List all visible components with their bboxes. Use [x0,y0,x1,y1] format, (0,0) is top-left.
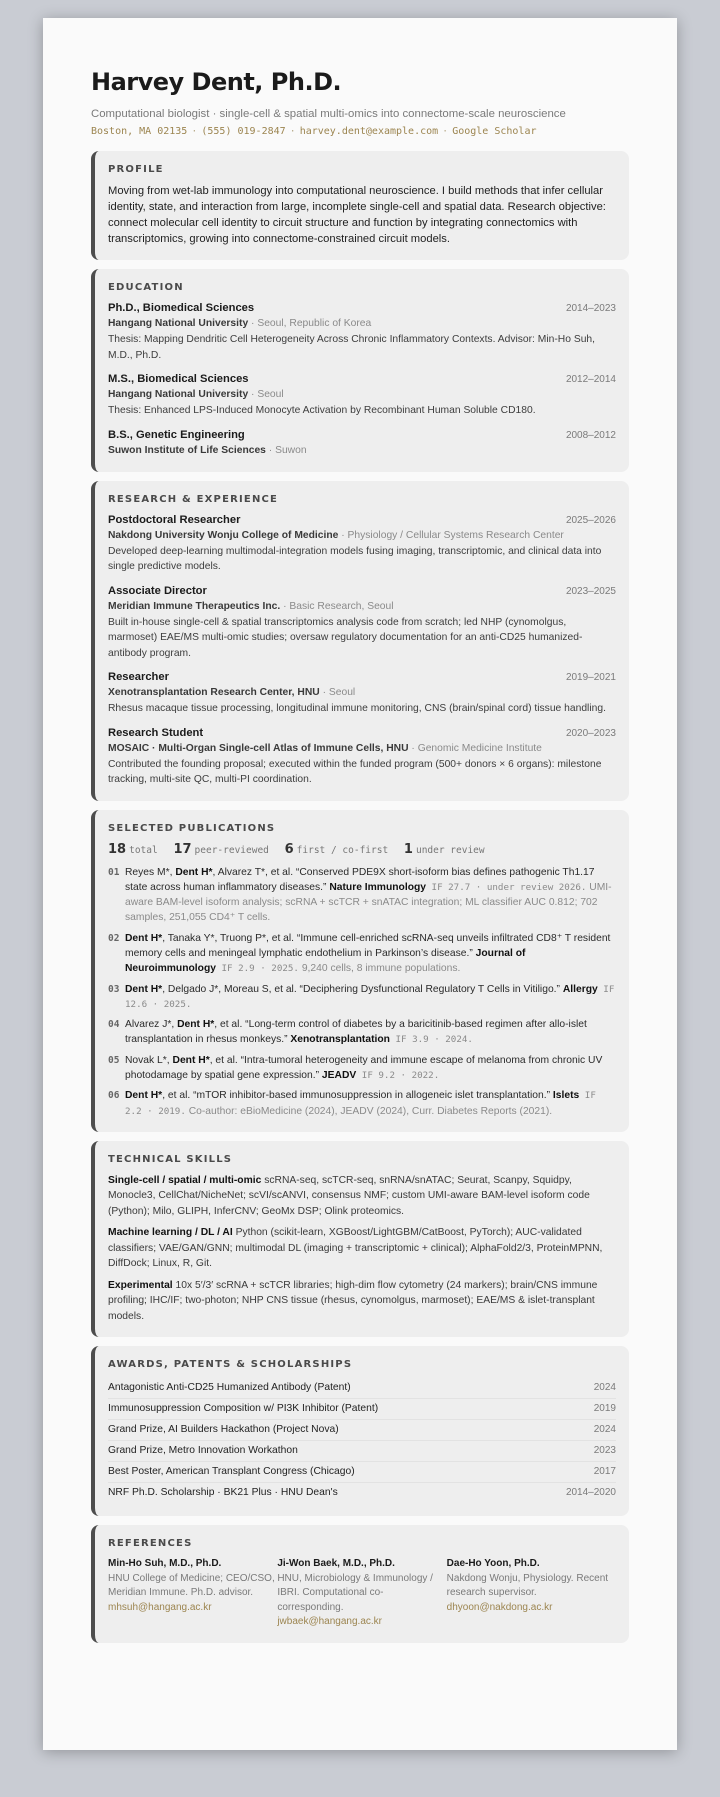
publication-item: 05 Novak L*, Dent H*, et al. “Intra-tumoral heterogeneity and immune escape of melanoma from chronic UV photodamage by spatial gene expression.” JEADV IF 9.2 · 2022. [108,1054,603,1082]
publication-item: 06 Dent H*, et al. “mTOR inhibitor-based immunosuppression in allogeneic islet transplantation.” Islets IF 2.2 · 2019. Co-author: eBioMedicine (2024), JEADV (2024), Curr. Diabetes Reports (2021). [108,1090,596,1117]
reference-email-link[interactable]: jwbaek@hangang.ac.kr [277,1616,382,1628]
education-section [91,269,629,472]
resume-tagline: Computational biologist · single-cell & spatial multi-omics into connectome-scale neuroscience [91,108,566,120]
experience-section [91,481,629,801]
entry-dates: 2012–2014 [565,374,616,385]
entry-org: Xenotransplantation Research Center, HNU · Seoul [108,687,356,698]
contact-line: Boston, MA 02135 · (555) 019-2847 · harvey.dent@example.com · Google Scholar [91,126,537,137]
entry-org: MOSAIC · Multi-Organ Single-cell Atlas of Immune Cells, HNU · Genomic Medicine Institute [108,742,542,754]
entry-org: Suwon Institute of Life Sciences · Suwon [108,444,307,456]
publication-item: 03 Dent H*, Delgado J*, Moreau S, et al. “Deciphering Dysfunctional Regulatory T Cells in Vitiligo.” Allergy IF 12.6 · 2025. [108,983,615,1010]
experience-entry [108,670,616,717]
entry-dates: 2020–2023 [565,727,616,739]
publications-section [91,810,629,1132]
entry-description: Thesis: Enhanced LPS-Induced Monocyte Activation by Recombinant Human Soluble CD180. [108,405,536,416]
skill-group: Experimental 10x 5′/3′ scRNA + scTCR libraries; high-dim flow cytometry (24 markers); brain/CNS immune profiling; IHC/IF; two-photon; NHP CNS tissue (rhesus, cynomolgus, marmoset); EAE/MS & islet-transplant models. [108,1279,598,1322]
publication-item: 01 Reyes M*, Dent H*, Alvarez T*, et al. “Conserved PDE9X short-isoform bias defines pathogenic Th1.17 state across human inflammatory diseases.” Nature Immunology IF 27.7 · under review 2026. UMI-aware BAM-level isoform analysis; scRNA + scTCR + snATAC integration; ML classifier AUC 0.812; 702 samples, 251,055 CD4⁺ T cells. [108,866,612,924]
degree-title: Ph.D., Biomedical Sciences [108,302,255,314]
entry-description: Contributed the founding proposal; executed within the funded program (500+ donors × 6 organs): milestone tracking, multi-site QC, multi-PI coordination. [108,758,602,785]
education-entry [108,428,616,459]
education-entry [108,372,616,419]
section-title: REFERENCES [108,1538,193,1550]
section-title: EDUCATION [108,282,184,293]
award-row: Grand Prize, AI Builders Hackathon (Project Nova) 2024 [108,1420,616,1441]
reference-item: Min-Ho Suh, M.D., Ph.D. HNU College of Medicine; CEO/CSO, Meridian Immune. Ph.D. advisor. mhsuh@hangang.ac.kr [108,1557,277,1630]
publication-stats: 18 total 17 peer-reviewed 6 first / co-first 1 under review [108,841,485,857]
entry-dates: 2019–2021 [565,672,616,683]
education-entry [108,301,616,363]
degree-title: M.S., Biomedical Sciences [108,373,249,385]
resume-name: Harvey Dent, Ph.D. [91,68,342,96]
entry-description: Built in-house single-cell & spatial transcriptomics analysis code from scratch; led NHP (cynomolgus, marmoset) EAE/MS multi-omic studies; oversaw regulatory documentation for an anti-CD25 humanized-antibody program. [108,616,583,659]
award-row: Best Poster, American Transplant Congress (Chicago) 2017 [108,1462,616,1483]
entry-description: Developed deep-learning multimodal-integration models fusing imaging, transcriptomic, and clinical data into single predictive models. [108,545,602,572]
section-title: AWARDS, PATENTS & SCHOLARSHIPS [108,1359,353,1371]
entry-dates: 2014–2023 [565,303,616,314]
experience-entry [108,513,616,575]
section-title: SELECTED PUBLICATIONS [108,822,276,834]
entry-dates: 2025–2026 [565,514,616,526]
experience-entry [108,726,616,788]
resume-page [43,18,677,1750]
role-title: Postdoctoral Researcher [108,513,241,526]
entry-description: Rhesus macaque tissue processing, longitudinal immune monitoring, CNS (brain/spinal cord) tissue handling. [108,703,606,714]
reference-item: Ji-Won Baek, M.D., Ph.D. HNU, Microbiology & Immunology / IBRI. Computational co-corresponding. jwbaek@hangang.ac.kr [277,1557,446,1630]
entry-dates: 2023–2025 [565,585,616,597]
reference-email-link[interactable]: dhyoon@nakdong.ac.kr [446,1601,553,1613]
skill-group: Machine learning / DL / AI Python (scikit-learn, XGBoost/LightGBM/CatBoost, PyTorch); AUC-validated classifiers; VAE/GAN/GNN; multimodal DL (imaging + transcriptomic + clinical); AlphaFold2/3, ProteinMPNN, DiffDock; Linux, R, Git. [108,1227,603,1270]
entry-dates: 2008–2012 [565,429,616,441]
contact-email-link[interactable]: harvey.dent@example.com [299,126,439,137]
contact-phone: (555) 019-2847 [201,126,286,137]
section-title: RESEARCH & EXPERIENCE [108,493,279,505]
section-title: TECHNICAL SKILLS [108,1153,233,1165]
publication-item: 02 Dent H*, Tanaka Y*, Truong P*, et al. “Immune cell-enriched scRNA-seq unveils infiltrated CD8⁺ T resident memory cells and meningeal lymphatic endothelium in Parkinson’s disease.” Journal of Neuroimmunology IF 2.9 · 2025. 9,240 cells, 8 immune populations. [108,932,611,975]
skills-section [91,1141,629,1338]
contact-address: Boston, MA 02135 [91,126,188,137]
award-row: Antagonistic Anti-CD25 Humanized Antibody (Patent) 2024 [108,1378,616,1399]
reference-item: Dae-Ho Yoon, Ph.D. Nakdong Wonju, Physiology. Recent research supervisor. dhyoon@nakdong.ac.kr [447,1557,616,1630]
experience-entry [108,584,616,662]
entry-org: Meridian Immune Therapeutics Inc. · Basic Research, Seoul [108,600,394,612]
reference-email-link[interactable]: mhsuh@hangang.ac.kr [108,1601,212,1613]
publication-item: 04 Alvarez J*, Dent H*, et al. “Long-term control of diabetes by a baricitinib-based regimen after allo-islet transplantation in rhesus monkeys.” Xenotransplantation IF 3.9 · 2024. [108,1019,587,1046]
google-scholar-link[interactable]: Google Scholar [452,126,537,137]
degree-title: B.S., Genetic Engineering [108,428,245,441]
references-section [91,1525,629,1643]
profile-text: Moving from wet-lab immunology into computational neuroscience. I build methods that infer cellular identity, state, and interaction from large, incomplete single-cell and spatial data. Research objective: connect molecular cell identity to circuit structure and function by integrating connectomics with transcriptomics, growing into connectome-constrained circuit models. [108,185,606,245]
award-row: Immunosuppression Composition w/ PI3K Inhibitor (Patent) 2019 [108,1399,616,1420]
role-title: Researcher [108,671,169,683]
section-title: PROFILE [108,164,164,175]
entry-org: Nakdong University Wonju College of Medicine · Physiology / Cellular Systems Research Center [108,529,564,541]
role-title: Research Student [108,726,204,739]
role-title: Associate Director [108,584,207,597]
skill-group: Single-cell / spatial / multi-omic scRNA-seq, scTCR-seq, snRNA/snATAC; Seurat, Scanpy, Squidpy, Monocle3, CellChat/NicheNet; scVI/scANVI, consensus NMF; custom UMI-aware BAM-level isoform code (Python); Milo, GLIPH, InferCNV; GeoMx DSP; Olink proteomics. [108,1174,590,1217]
award-row: NRF Ph.D. Scholarship · BK21 Plus · HNU Dean's 2014–2020 [108,1487,616,1499]
awards-section [91,1346,629,1516]
profile-section [91,151,629,260]
entry-org: Hangang National University · Seoul [108,389,284,400]
entry-org: Hangang National University · Seoul, Republic of Korea [108,318,372,329]
entry-description: Thesis: Mapping Dendritic Cell Heterogeneity Across Chronic Inflammatory Contexts. Advisor: Min-Ho Suh, M.D., Ph.D. [108,334,596,361]
award-row: Grand Prize, Metro Innovation Workathon 2023 [108,1441,616,1462]
